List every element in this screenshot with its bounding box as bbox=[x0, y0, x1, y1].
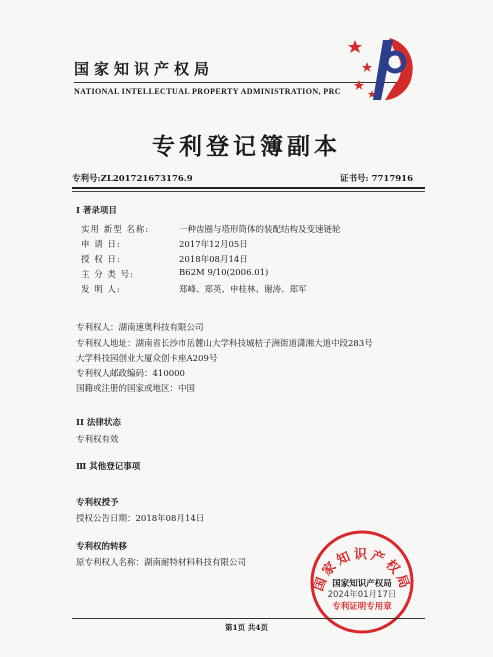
field-value-grant-date: 2018年08月14日 bbox=[179, 255, 248, 265]
patentee: 专利权人：湖南速奥科技有限公司 bbox=[76, 323, 204, 333]
title-rule-thin bbox=[72, 191, 425, 192]
star-icon bbox=[354, 80, 364, 90]
title-rule-thick bbox=[72, 187, 425, 189]
field-label-grant-date: 授 权 日: bbox=[81, 255, 121, 265]
certificate-number: 证书号: 7717916 bbox=[340, 174, 413, 184]
section-1-heading: I 著录项目 bbox=[76, 206, 117, 216]
org-name-cn: 国家知识产权局 bbox=[74, 60, 215, 78]
field-value-inventors: 郑峰、郑英、申桂林、谢涛、郑军 bbox=[179, 285, 307, 295]
page-indicator: 第1页 共4页 bbox=[224, 623, 269, 632]
field-label-name: 实用 新型 名称: bbox=[81, 225, 150, 235]
field-value-filing-date: 2017年12月05日 bbox=[179, 240, 248, 250]
field-label-classification: 主 分 类 号: bbox=[81, 270, 134, 280]
section-2-heading: II 法律状态 bbox=[76, 418, 121, 428]
field-value-name: 一种齿圈与塔形筒体的装配结构及变速链轮 bbox=[179, 225, 341, 235]
legal-status: 专利权有效 bbox=[76, 435, 119, 445]
document-title: 专利登记簿副本 bbox=[152, 134, 341, 160]
star-icon bbox=[362, 62, 372, 72]
seal-arc-text: 国家知识产权局 bbox=[311, 547, 413, 594]
patent-number: 专利号:ZL201721673176.9 bbox=[72, 174, 193, 184]
former-patentee: 原专利权人名称：湖南耐特材料科技有限公司 bbox=[76, 558, 247, 568]
section-3-heading: Ⅲ 其他登记事项 bbox=[76, 462, 141, 472]
patentee-country: 国籍或注册的国家或地区：中国 bbox=[76, 384, 196, 394]
logo-stars bbox=[348, 40, 376, 98]
cnipa-logo bbox=[345, 30, 421, 106]
seal-line-2: 专利证明专用章 bbox=[332, 602, 392, 612]
transfer-heading: 专利权的转移 bbox=[76, 542, 128, 552]
patentee-address-2: 大学科技园创业大厦众创卡座A209号 bbox=[76, 354, 218, 364]
patentee-address-1: 专利权人地址：湖南省长沙市岳麓山大学科技城桔子洲街道潇湘大道中段283号 bbox=[76, 339, 373, 349]
seal-line-1: 国家知识产权局 bbox=[332, 579, 392, 589]
field-value-classification: B62M 9/10(2006.01) bbox=[179, 268, 269, 278]
seal-date: 2024年01月17日 bbox=[327, 590, 397, 600]
patentee-postcode: 专利权人邮政编码：410000 bbox=[76, 369, 185, 379]
grant-announcement-date: 授权公告日期：2018年08月14日 bbox=[76, 514, 205, 524]
field-label-filing-date: 申 请 日: bbox=[81, 240, 121, 250]
official-seal bbox=[306, 524, 418, 636]
org-name-en: NATIONAL INTELLECTUAL PROPERTY ADMINISTRATION, PRC bbox=[74, 87, 341, 96]
footer-rule bbox=[72, 618, 425, 619]
field-label-inventors: 发 明 人: bbox=[81, 285, 121, 295]
grant-heading: 专利权授予 bbox=[76, 498, 119, 508]
star-icon bbox=[348, 40, 362, 53]
